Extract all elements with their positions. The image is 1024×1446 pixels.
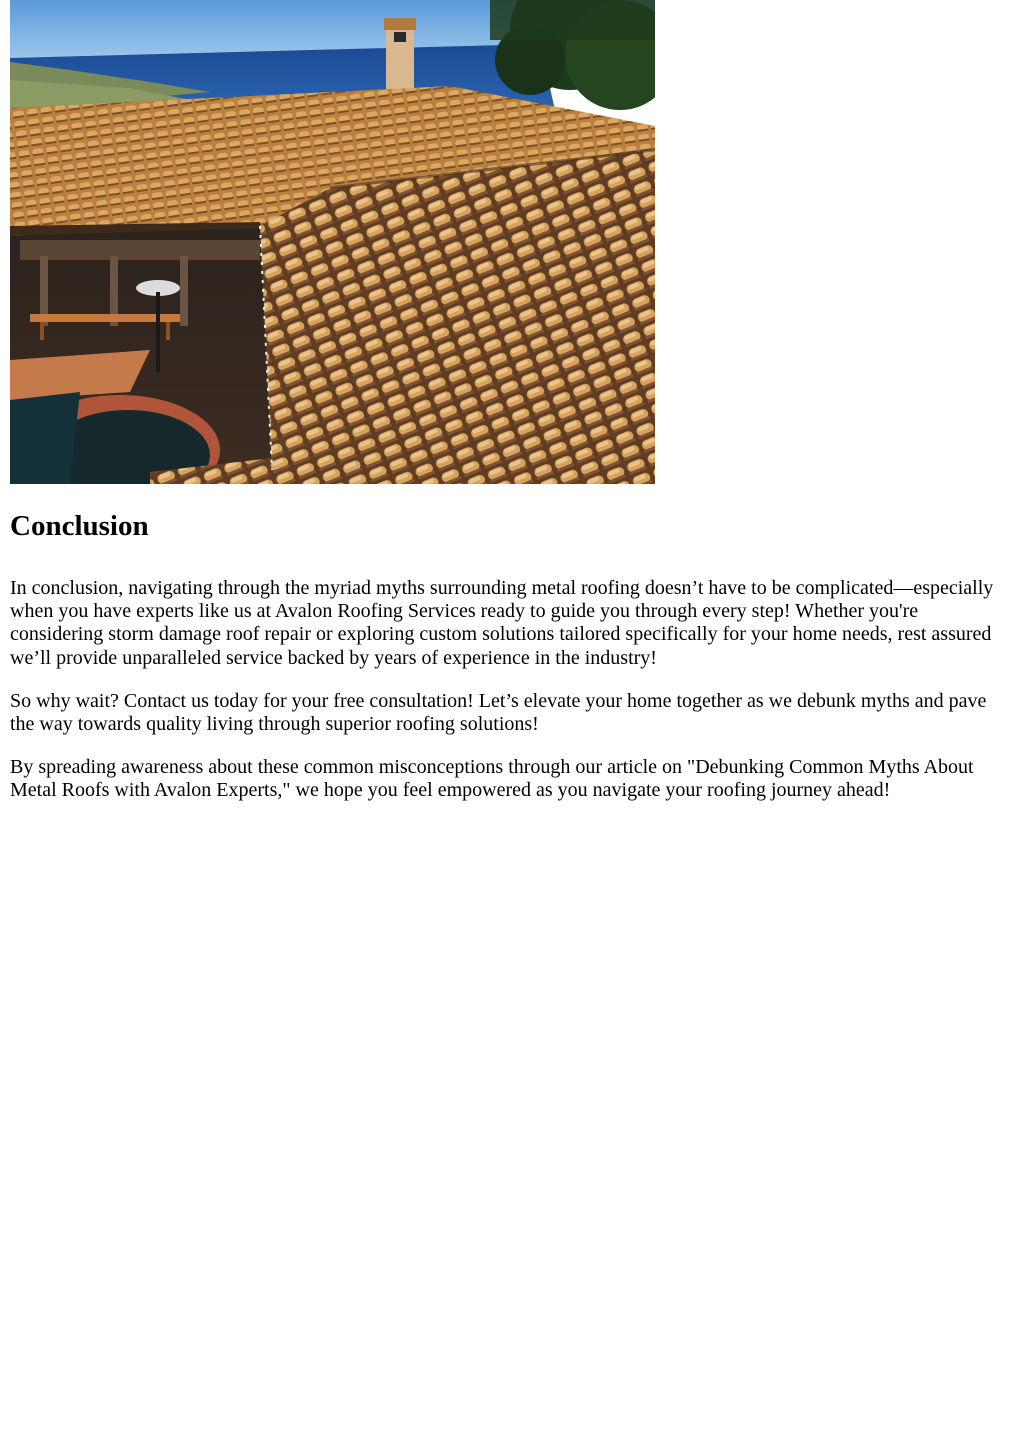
tile-roof-photo <box>10 0 655 484</box>
section-heading: Conclusion <box>10 510 149 542</box>
article <box>10 0 1014 803</box>
paragraph-call-to-action: So why wait? Contact us today for your free consultation! Let’s elevate your home together as we debunk myths and pave the way towards quality living through superior roofing solutions! <box>10 689 987 736</box>
paragraph-conclusion: In conclusion, navigating through the myriad myths surrounding metal roofing doesn’t have to be complicated—especially when you have experts like us at Avalon Roofing Services ready to guide you through every step! Whether you're considering storm damage roof repair or exploring custom solutions tailored specifically for your home needs, rest assured we’ll provide unparalleled service backed by years of experience in the industry! <box>10 577 994 669</box>
paragraph-awareness: By spreading awareness about these common misconceptions through our article on "Debunking Common Myths About Metal Roofs with Avalon Experts," we hope you feel empowered as you navigate your roofing journey ahead! <box>10 756 974 802</box>
